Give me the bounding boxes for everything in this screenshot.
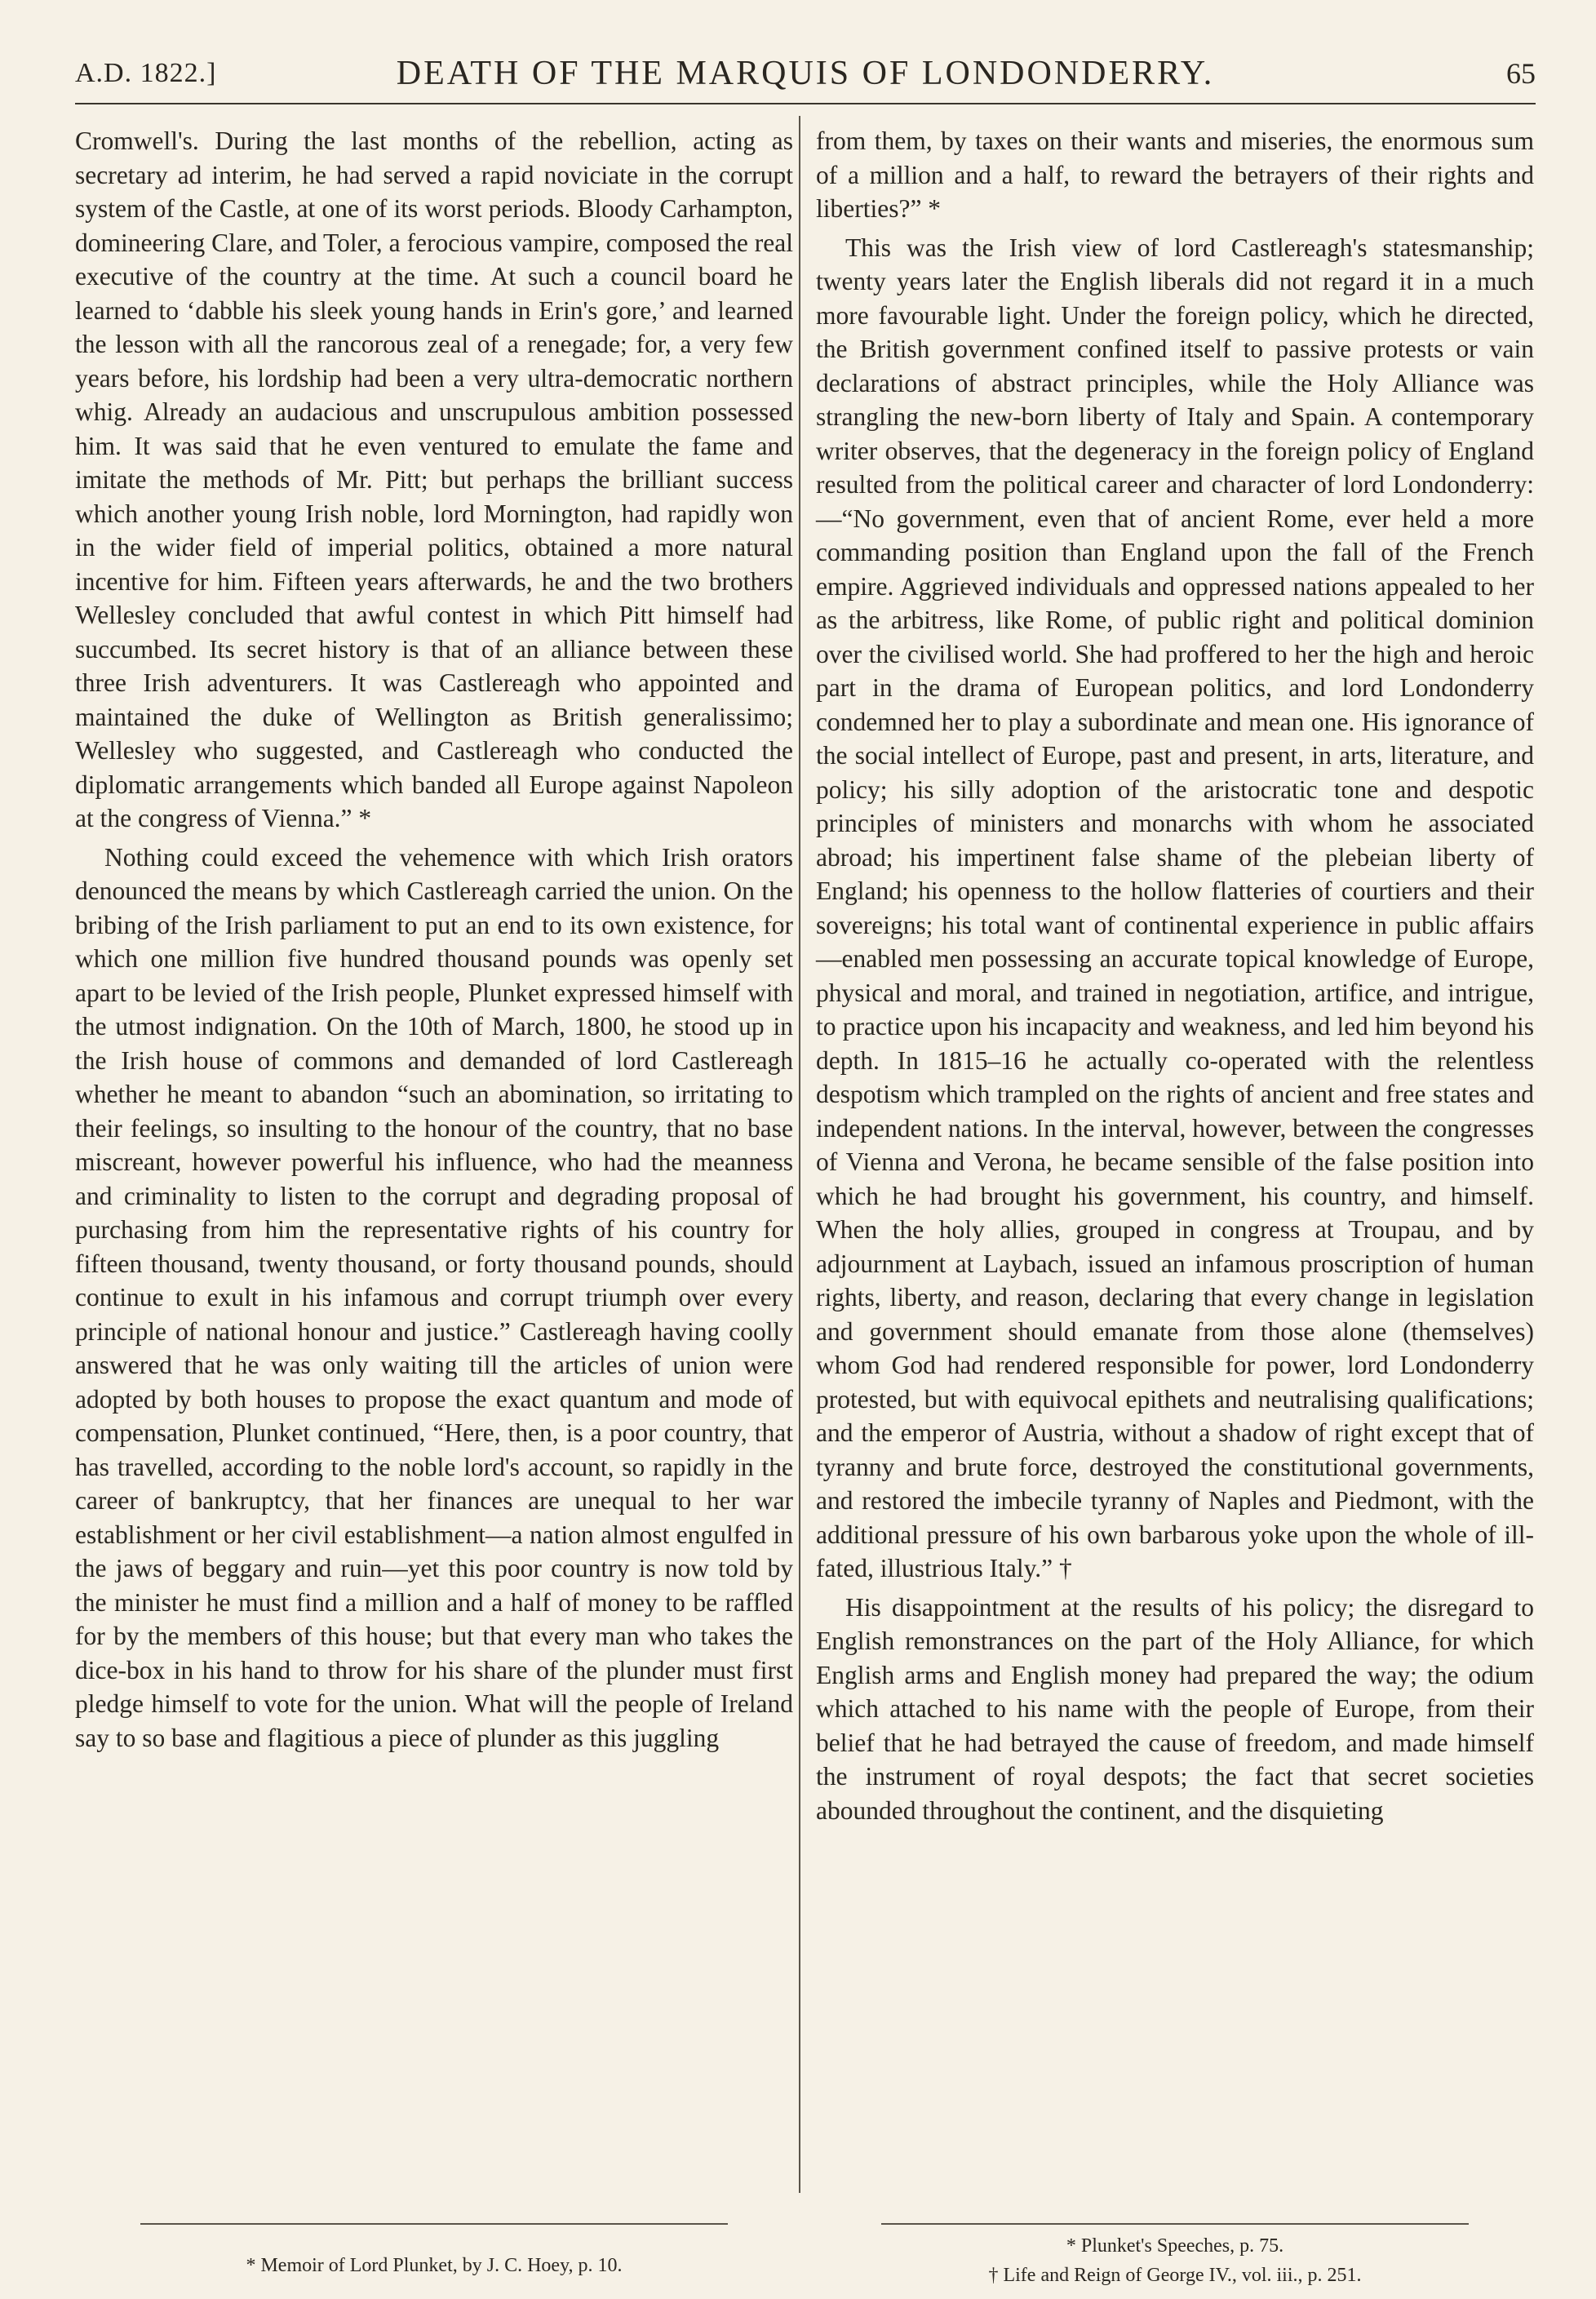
column-rule (799, 116, 800, 2193)
footnote-rule-left (140, 2223, 728, 2225)
right-paragraph-1: from them, by taxes on their wants and miseries, the enormous sum of a million and a half, to reward the betrayers of their rights and liberties?” * (816, 126, 1534, 223)
left-column (75, 124, 793, 1755)
right-column (816, 124, 1534, 1827)
page-number: 65 (1506, 57, 1536, 90)
footnote-right-2: † Life and Reign of George IV., vol. iii., p. 251. (988, 2265, 1362, 2286)
footnote-rule-right (881, 2223, 1469, 2225)
footnote-left: * Memoir of Lord Plunket, by J. C. Hoey, p. 10. (246, 2255, 623, 2276)
right-paragraph-2: This was the Irish view of lord Castlereagh's statesmanship; twenty years later the English liberals did not regard it in a much more favourable light. Under the foreign policy, which he directed, the British government confined itself to passive protests or vain declarations of abstract principles, while the Holy Alliance was strangling the new-born liberty of Italy and Spain. A contemporary writer observes, that the degeneracy in the foreign policy of England resulted from the political career and character of lord Londonderry:—“No government, even that of ancient Rome, ever held a more commanding position than England upon the fall of the French empire. Aggrieved individuals and oppressed nations appealed to her as the arbitress, like Rome, of public right and political dominion over the civilised world. She had proffered to her the high and heroic part in the drama of European politics, and lord Londonderry condemned her to play a subordinate and mean one. His ignorance of the social intellect of Europe, past and present, in arts, literature, and policy; his silly adoption of the aristocratic tone and despotic principles of ministers and monarchs with whom he associated abroad; his impertinent false shame of the plebeian liberty of England; his openness to the hollow flatteries of courtiers and their sovereigns; his total want of continental experience in public affairs—enabled men possessing an accurate topical knowledge of Europe, physical and moral, and trained in negotiation, artifice, and intrigue, to practice upon his incapacity and weakness, and led him beyond his depth. In 1815–16 he actually co-operated with the relentless despotism which trampled on the rights of ancient and free states and independent nations. In the interval, however, between the congresses of Vienna and Verona, he became sensible of the false position into which he had brought his government, his country, and himself. When the holy allies, grouped in congress at Troupau, and by adjournment at Laybach, issued an infamous proscription of human rights, liberty, and reason, declaring that every change in legislation and government should emanate from those alone (themselves) whom God had rendered responsible for power, lord Londonderry protested, but with equivocal epithets and neutralising qualifications; and the emperor of Austria, without a shadow of right except that of tyranny and brute force, destroyed the constitutional governments, and restored the imbecile tyranny of Naples and Piedmont, with the additional pressure of his own barbarous yoke upon the whole of ill-fated, illustrious Italy.” † (816, 233, 1534, 1582)
running-head-title: DEATH OF THE MARQUIS OF LONDONDERRY. (396, 55, 1215, 92)
left-paragraph-1: Cromwell's. During the last months of the rebellion, acting as secretary ad interim, he had served a rapid noviciate in the corrupt system of the Castle, at one of its worst periods. Bloody Carhampton, domineering Clare, and Toler, a ferocious vampire, composed the real executive of the country at the time. At such a council board he learned to ‘dabble his sleek young hands in Erin's gore,’ and learned the lesson with all the rancorous zeal of a renegade; for, a very few years before, his lordship had been a very ultra-democratic northern whig. Already an audacious and unscrupulous ambition possessed him. It was said that he even ventured to emulate the fame and imitate the methods of Mr. Pitt; but perhaps the brilliant success which another young Irish noble, lord Mornington, had rapidly won in the wider field of imperial politics, obtained a more natural incentive for him. Fifteen years afterwards, he and the two brothers Wellesley concluded that awful contest in which Pitt himself had succumbed. Its secret history is that of an alliance between these three Irish adventurers. It was Castlereagh who appointed and maintained the duke of Wellington as British generalissimo; Wellesley who suggested, and Castlereagh who conducted the diplomatic arrangements which banded all Europe against Napoleon at the congress of Vienna.” * (75, 126, 793, 832)
running-head (75, 49, 1536, 98)
running-head-date: A.D. 1822.] (75, 58, 217, 88)
footnote-right-1: * Plunket's Speeches, p. 75. (1066, 2235, 1284, 2257)
left-paragraph-2: Nothing could exceed the vehemence with which Irish orators denounced the means by which Castlereagh carried the union. On the bribing of the Irish parliament to put an end to its own existence, for which one million five hundred thousand pounds was openly set apart to be levied of the Irish people, Plunket expressed himself with the utmost indignation. On the 10th of March, 1800, he stood up in the Irish house of commons and demanded of lord Castlereagh whether he meant to abandon “such an abomination, so irritating to their feelings, so insulting to the honour of the country, that no base miscreant, however powerful his influence, who had the meanness and criminality to listen to the corrupt and degrading proposal of purchasing from him the representative rights of his country for fifteen thousand, twenty thousand, or forty thousand pounds, should continue to exult in his infamous and corrupt triumph over every principle of national honour and justice.” Castlereagh having coolly answered that he was only waiting till the articles of union were adopted by both houses to propose the exact quantum and mode of compensation, Plunket continued, “Here, then, is a poor country, that has travelled, according to the noble lord's account, so rapidly in the career of bankruptcy, that her finances are unequal to her war establishment or her civil establishment—a nation almost engulfed in the jaws of beggary and ruin—yet this poor country is now told by the minister he must find a million and a half of money to be raffled for by the members of this house; but that every man who takes the dice-box in his hand to throw for his share of the plunder must first pledge himself to vote for the union. What will the people of Ireland say to so base and flagitious a piece of plunder as this juggling (75, 842, 793, 1752)
right-paragraph-3: His disappointment at the results of his policy; the disregard to English remonstrances on the part of the Holy Alliance, for which English arms and English money had prepared the way; the odium which attached to his name with the people of Europe, from their belief that he had betrayed the cause of freedom, and made himself the instrument of royal despots; the fact that secret societies abounded throughout the continent, and the disquieting (816, 1592, 1534, 1825)
header-rule (75, 103, 1536, 104)
